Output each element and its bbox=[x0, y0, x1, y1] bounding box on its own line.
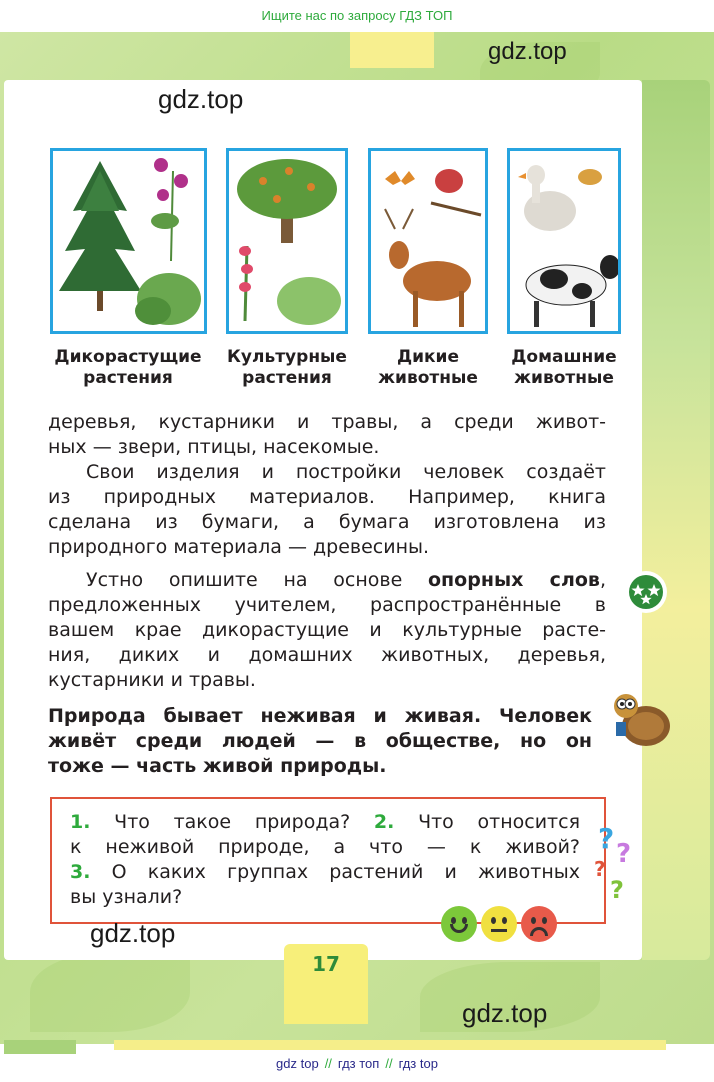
domestic-animals-icon bbox=[510, 151, 618, 331]
watermark: gdz.top bbox=[90, 918, 176, 948]
page-number: 17 bbox=[284, 944, 368, 1024]
sad-face-icon[interactable] bbox=[521, 906, 557, 942]
cultivated-plants-picture bbox=[226, 148, 348, 334]
question-marks-icon bbox=[594, 818, 644, 904]
picture-caption: Культурные растения bbox=[227, 347, 347, 388]
watermark: gdz.top bbox=[462, 998, 548, 1028]
bottom-links: gdz top // гдз топ // гдз top bbox=[276, 1056, 438, 1071]
paragraph-materials: Свои изделия и постройки человек создаёт из природных материалов. Например, книга сделана из бумаги, а бумага изготовлена из природного материала — древесины. bbox=[48, 461, 606, 558]
conclusion-block: Природа бывает неживая и живая. Человек живёт среди людей — в обществе, но он тоже — часть живой природы. bbox=[48, 705, 592, 777]
turtle-mascot-icon bbox=[608, 686, 674, 756]
bottom-link[interactable]: гдз топ bbox=[337, 1056, 380, 1071]
bottom-green-tab bbox=[4, 1040, 76, 1054]
svg-text:?: ? bbox=[610, 876, 624, 904]
task-paragraph: Устно опишите на основе опорных слов, предложенных учителем, распространённые в вашем крае дикорастущие и культурные расте- ния, диких и домашних животных, деревья, кустарники и травы. bbox=[48, 569, 606, 691]
question-number: 3. bbox=[70, 861, 91, 883]
paragraph-continuation: деревья, кустарники и травы, а среди живот- ных — звери, птицы, насекомые. bbox=[48, 411, 606, 458]
watermark: gdz.top bbox=[158, 84, 244, 114]
picture-caption: Домашние животные bbox=[511, 347, 617, 388]
question-number: 1. bbox=[70, 811, 91, 833]
leaf-decoration bbox=[30, 952, 190, 1032]
right-margin-strip bbox=[642, 80, 710, 960]
svg-text:?: ? bbox=[616, 839, 632, 869]
bottom-link[interactable]: gdz top bbox=[276, 1056, 319, 1071]
svg-text:?: ? bbox=[594, 857, 606, 881]
stars-badge-icon bbox=[624, 570, 668, 614]
bottom-link[interactable]: гдз top bbox=[398, 1056, 438, 1071]
questions-text: 1. Что такое природа? 2. Что относится к неживой природе, а что — к живой? 3. О каких группах растений и животных вы узнали? bbox=[70, 811, 580, 908]
wild-plants-icon bbox=[53, 151, 204, 331]
wild-animals-picture bbox=[368, 148, 488, 334]
picture-caption: Дикие животные bbox=[378, 347, 478, 388]
question-number: 2. bbox=[373, 811, 395, 833]
domestic-animals-picture bbox=[507, 148, 621, 334]
picture-caption: Дикорастущие растения bbox=[54, 347, 202, 388]
cultivated-plants-icon bbox=[229, 151, 345, 331]
neutral-face-icon[interactable] bbox=[481, 906, 517, 942]
svg-text:?: ? bbox=[598, 822, 615, 855]
watermark: gdz.top bbox=[488, 38, 567, 65]
bottom-yellow-strip bbox=[114, 1040, 666, 1050]
top-yellow-tab bbox=[350, 32, 434, 68]
top-banner[interactable]: Ищите нас по запросу ГДЗ ТОП bbox=[0, 0, 714, 32]
happy-face-icon[interactable] bbox=[441, 906, 477, 942]
wild-animals-icon bbox=[371, 151, 485, 331]
wild-plants-picture bbox=[50, 148, 207, 334]
